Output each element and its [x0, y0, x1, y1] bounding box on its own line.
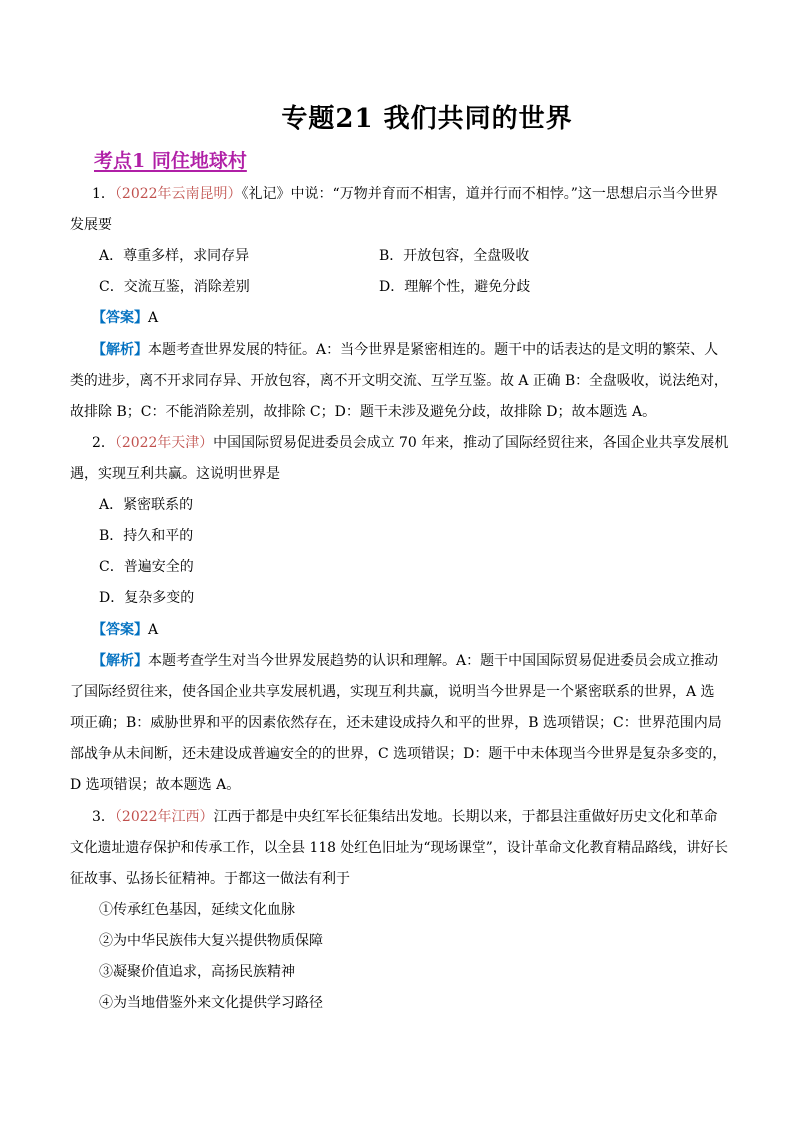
option-a: A．尊重多样，求同存异	[99, 248, 250, 264]
statement-2: ②为中华民族伟大复兴提供物质保障	[99, 933, 323, 949]
question-3-stem	[92, 807, 718, 827]
question-3-stem-cont: 文化遗址遗存保护和传承工作，以全县 118 处红色旧址为“现场课堂”，设计革命文化教育精品路线，讲好长	[70, 840, 728, 856]
analysis-text: 本题考查世界发展的特征。A：当今世界是紧密相连的。题干中的话表达的是文明的繁荣、人	[148, 342, 719, 358]
question-2-stem-cont: 遇，实现互利共赢。这说明世界是	[70, 466, 280, 482]
statement-1: ①传承红色基因，延续文化血脉	[99, 902, 295, 918]
analysis-line: 部战争从未间断，还未建设成普遍安全的的世界，C 选项错误；D：题干中未体现当今世界是复杂多变的，	[70, 746, 727, 762]
option-c: C．普遍安全的	[99, 559, 194, 575]
question-1-stem	[92, 184, 718, 204]
analysis-line	[92, 340, 718, 360]
option-a: A．紧密联系的	[99, 497, 194, 513]
question-source: （2022年天津）	[114, 435, 214, 451]
question-text: 《礼记》中说：“万物并育而不相害，道并行而不相悖。”这一思想启示当今世界	[241, 186, 718, 202]
analysis-line: D 选项错误；故本题选 A。	[70, 777, 241, 793]
analysis-line: 故排除 B；C：不能消除差别，故排除 C；D：题干未涉及避免分歧，故排除 D；故本题选 A。	[70, 404, 657, 420]
question-2-stem	[92, 433, 728, 453]
analysis-line: 项正确；B：威胁世界和平的因素依然存在，还未建设成持久和平的世界，B 选项错误；C：世界范围内局	[70, 715, 722, 731]
option-d: D．理解个性，避免分歧	[379, 279, 531, 295]
question-3-stem-cont: 征故事、弘扬长征精神。于都这一做法有利于	[70, 871, 350, 887]
analysis-line: 类的进步，离不开求同存异、开放包容，离不开文明交流、互学互鉴。故 A 正确 B：全盘吸收，说法绝对，	[70, 373, 728, 389]
question-text: 中国国际贸易促进委员会成立 70 年来，推动了国际经贸往来，各国企业共享发展机	[213, 435, 729, 451]
answer-value: A	[148, 622, 159, 638]
answer-label: 【答案】	[92, 310, 148, 326]
option-b: B．开放包容，全盘吸收	[379, 248, 530, 264]
answer-label: 【答案】	[92, 622, 148, 638]
question-text: 江西于都是中央红军长征集结出发地。长期以来，于都县注重做好历史文化和革命	[213, 809, 718, 825]
question-number: 3．	[92, 809, 115, 825]
analysis-line: 了国际经贸往来，使各国企业共享发展机遇，实现互利共赢，说明当今世界是一个紧密联系的世界，A 选	[70, 684, 715, 700]
question-source: （2022年云南昆明）	[114, 186, 242, 202]
statement-4: ④为当地借鉴外来文化提供学习路径	[99, 995, 323, 1011]
page-title: 专题21 我们共同的世界	[281, 104, 573, 134]
analysis-label: 【解析】	[92, 342, 148, 358]
option-b: B．持久和平的	[99, 528, 194, 544]
option-c: C．交流互鉴，消除差别	[99, 279, 250, 295]
analysis-line	[92, 651, 718, 671]
question-1-stem-cont: 发展要	[70, 217, 112, 233]
question-source: （2022年江西）	[114, 809, 214, 825]
analysis-label: 【解析】	[92, 653, 148, 669]
answer-line	[92, 620, 158, 640]
answer-line	[92, 308, 158, 328]
answer-value: A	[148, 310, 159, 326]
section-heading: 考点1 同住地球村	[94, 150, 247, 172]
analysis-text: 本题考查学生对当今世界发展趋势的认识和理解。A：题干中国国际贸易促进委员会成立推动	[148, 653, 719, 669]
question-number: 1．	[92, 186, 115, 202]
question-number: 2．	[92, 435, 115, 451]
option-d: D．复杂多变的	[99, 590, 195, 606]
statement-3: ③凝聚价值追求，高扬民族精神	[99, 964, 295, 980]
